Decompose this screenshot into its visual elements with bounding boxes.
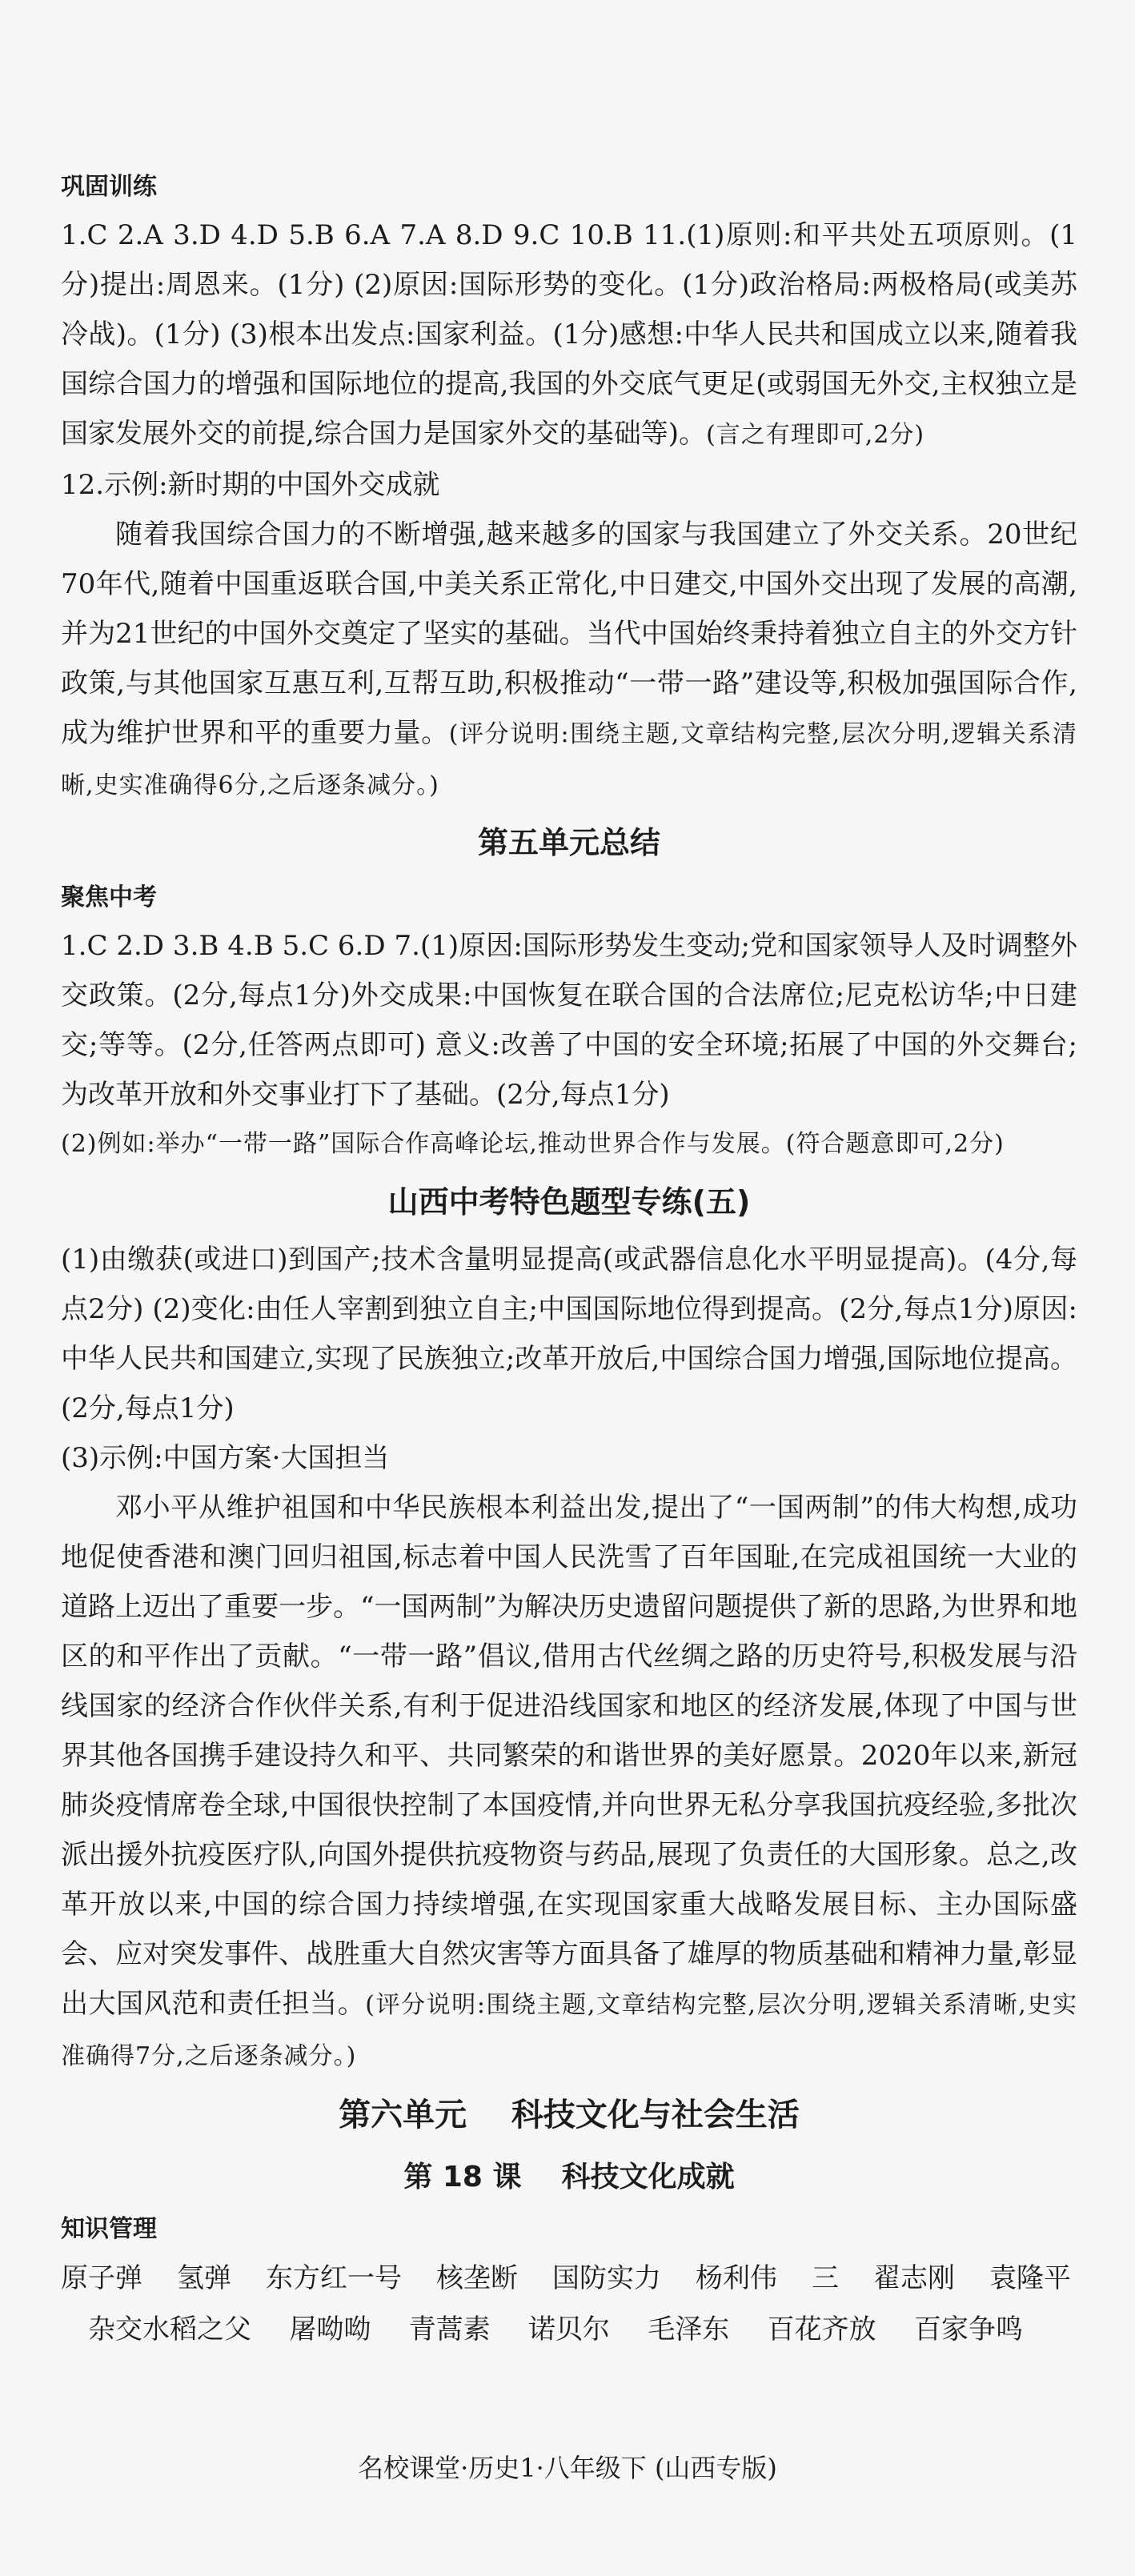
keyword: 杂交水稻之父 <box>88 2314 251 2346</box>
keyword: 毛泽东 <box>648 2314 730 2346</box>
shanxi-q3-title: (3)示例:中国方案·大国担当 <box>61 1442 390 1474</box>
q12-title: 12.示例:新时期的中国外交成就 <box>61 469 440 501</box>
unit5-summary-title: 第五单元总结 <box>477 825 660 860</box>
keyword-row-1 <box>61 2253 1077 2304</box>
keyword: 诺贝尔 <box>527 2314 610 2346</box>
keyword: 原子弹 <box>61 2262 142 2294</box>
unit5-answers-2: (2)例如:举办“一带一路”国际合作高峰论坛,推动世界合作与发展。(符合题意即可,2分) <box>61 1130 1005 1158</box>
unit6-title: 第六单元 科技文化与社会生活 <box>339 2097 800 2133</box>
answers-1-11: 1.C 2.A 3.D 4.D 5.B 6.A 7.A 8.D 9.C 10.B 11.(1)原则:和平共处五项原则。(1分)提出:周恩来。(1分) (2)原因:国际形势的变化。(1分)政治格局:两极格局(或美苏冷战)。(1分) (3)根本出发点:国家利益。(1分)感想:中华人民共和国成立以来,随着我国综合国力的增强和国际地位的提高,我国的外交底气更足(或弱国无外交,主权独立是国家发展外交的前提,综合国力是国家外交的基础等)。(言之有理即可,2分) <box>61 219 1077 450</box>
shanxi-answers: (1)由缴获(或进口)到国产;技术含量明显提高(或武器信息化水平明显提高)。(4分,每点2分) (2)变化:由任人宰割到独立自主;中国国际地位得到提高。(2分,每点1分)原因:中华人民共和国建立,实现了民族独立;改革开放后,中国综合国力增强,国际地位提高。(2分,每点1分) <box>61 1244 1077 1424</box>
unit5-answers: 1.C 2.D 3.B 4.B 5.C 6.D 7.(1)原因:国际形势发生变动;党和国家领导人及时调整外交政策。(2分,每点1分)外交成果:中国恢复在联合国的合法席位;尼克松访华;中日建交;等等。(2分,任答两点即可) 意义:改善了中国的安全环境;拓展了中国的外交舞台;为改革开放和外交事业打下了基础。(2分,每点1分) <box>61 930 1077 1111</box>
q12-essay: 随着我国综合国力的不断增强,越来越多的国家与我国建立了外交关系。20世纪70年代,随着中国重返联合国,中美关系正常化,中日建交,中国外交出现了发展的高潮,并为21世纪的中国外交奠定了坚实的基础。当代中国始终秉持着独立自主的外交方针政策,与其他国家互惠互利,互帮互助,积极推动“一带一路”建设等,积极加强国际合作,成为维护世界和平的重要力量。(评分说明:围绕主题,文章结构完整,层次分明,逻辑关系清晰,史实准确得6分,之后逐条减分。) <box>61 519 1077 799</box>
section-heading-focus-exam: 聚焦中考 <box>61 883 157 911</box>
keyword: 屠呦呦 <box>289 2314 371 2346</box>
keyword: 袁隆平 <box>989 2262 1071 2294</box>
keyword: 青蒿素 <box>408 2314 491 2346</box>
keyword: 国防实力 <box>552 2262 661 2294</box>
section-heading-consolidation: 巩固训练 <box>61 173 157 201</box>
keyword: 翟志刚 <box>873 2262 955 2294</box>
lesson18-title: 第 18 课 科技文化成就 <box>403 2161 735 2193</box>
keyword: 杨利伟 <box>696 2262 777 2294</box>
shanxi-special-title: 山西中考特色题型专练(五) <box>387 1184 751 1220</box>
section-heading-knowledge: 知识管理 <box>61 2215 157 2243</box>
keyword: 核垄断 <box>436 2262 518 2294</box>
keyword: 百家争鸣 <box>913 2314 1023 2346</box>
keyword: 东方红一号 <box>266 2262 402 2294</box>
keyword: 氢弹 <box>177 2262 231 2294</box>
keyword-row-2 <box>61 2304 1077 2355</box>
keyword: 百花齐放 <box>767 2314 876 2346</box>
page-footer: 名校课堂·历史1·八年级下 (山西专版) <box>358 2453 777 2483</box>
content <box>61 164 1077 2355</box>
shanxi-essay: 邓小平从维护祖国和中华民族根本利益出发,提出了“一国两制”的伟大构想,成功地促使香港和澳门回归祖国,标志着中国人民洗雪了百年国耻,在完成祖国统一大业的道路上迈出了重要一步。“一国两制”为解决历史遗留问题提供了新的思路,为世界和地区的和平作出了贡献。“一带一路”倡议,借用古代丝绸之路的历史符号,积极发展与沿线国家的经济合作伙伴关系,有利于促进沿线国家和地区的经济发展,体现了中国与世界其他各国携手建设持久和平、共同繁荣的和谐世界的美好愿景。2020年以来,新冠肺炎疫情席卷全球,中国很快控制了本国疫情,并向世界无私分享我国抗疫经验,多批次派出援外抗疫医疗队,向国外提供抗疫物资与药品,展现了负责任的大国形象。总之,改革开放以来,中国的综合国力持续增强,在实现国家重大战略发展目标、主办国际盛会、应对突发事件、战胜重大自然灾害等方面具备了雄厚的物质基础和精神力量,彰显出大国风范和责任担当。(评分说明:围绕主题,文章结构完整,层次分明,逻辑关系清晰,史实准确得7分,之后逐条减分。) <box>61 1492 1077 2070</box>
keyword: 三 <box>812 2262 839 2294</box>
